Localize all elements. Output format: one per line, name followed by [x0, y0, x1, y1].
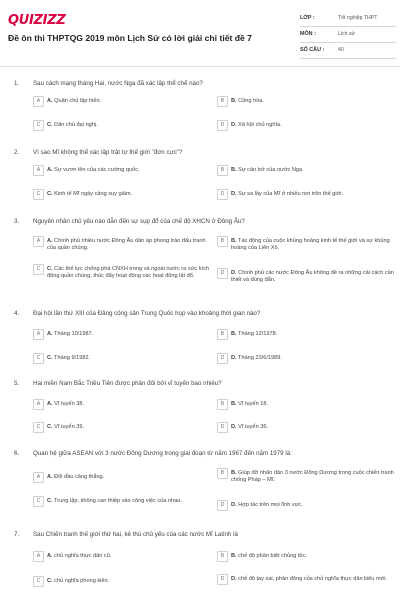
option-letter-box: D [217, 189, 228, 200]
option-text: Vĩ tuyến 18. [238, 401, 269, 407]
option-text: Tháng 23/6/1989. [238, 355, 282, 361]
option-key: D. [231, 122, 237, 128]
option-letter-box: C [33, 353, 44, 364]
option-key: D. [231, 502, 237, 508]
option-a[interactable] [33, 96, 101, 107]
option-letter-box: C [33, 264, 44, 275]
option-a[interactable] [33, 329, 93, 340]
option-c[interactable] [33, 264, 211, 280]
option-text: chủ nghĩa thực dân cũ. [54, 553, 112, 559]
option-a[interactable] [33, 472, 211, 483]
option-letter-box: A [33, 472, 44, 483]
option-letter-box: D [217, 422, 228, 433]
option-key: A. [47, 238, 53, 244]
option-letter-box: D [217, 268, 228, 279]
option-key: D. [231, 424, 237, 430]
meta-count-value: 40 [338, 47, 344, 53]
option-c[interactable] [33, 189, 132, 200]
option-b[interactable] [217, 165, 304, 176]
option-key: A. [47, 98, 53, 104]
meta-count-label: SỐ CÂU : [300, 47, 325, 53]
option-text: Vĩ tuyến 39. [54, 424, 85, 430]
option-c[interactable] [33, 120, 98, 131]
option-letter-box: C [33, 120, 44, 131]
option-letter-box: B [217, 165, 228, 176]
question-number: 4. [14, 310, 20, 317]
option-letter-box: A [33, 96, 44, 107]
meta-class-label: LỚP : [300, 15, 315, 21]
option-text: Đối đầu căng thẳng. [54, 474, 105, 480]
option-key: B. [231, 470, 237, 476]
option-key: D. [231, 270, 237, 276]
option-key: B. [231, 331, 237, 337]
option-letter-box: A [33, 551, 44, 562]
option-c[interactable] [33, 353, 90, 364]
worksheet-header [0, 0, 400, 66]
option-text: Hợp tác trên mọi lĩnh vực. [238, 502, 303, 508]
option-text: Dân chủ đại nghị. [54, 122, 98, 128]
question-number: 6. [14, 450, 20, 457]
option-letter-box: A [33, 236, 44, 247]
question-number: 7. [14, 531, 20, 538]
option-key: B. [231, 401, 237, 407]
option-letter-box: B [217, 468, 228, 479]
meta-subject-value: Lịch sử [338, 31, 356, 37]
option-text: chế độ phân biệt chủng tộc. [238, 553, 307, 559]
option-text: Chính phủ nhiều nước Đông Âu dần áp phong trào đấu tranh của quần chúng. [47, 238, 206, 251]
option-key: B. [231, 238, 237, 244]
option-letter-box: B [217, 551, 228, 562]
meta-class-value: Tốt nghiệp THPT [338, 15, 378, 21]
option-d[interactable] [217, 120, 282, 131]
option-a[interactable] [33, 165, 140, 176]
option-d[interactable] [217, 189, 343, 200]
option-d[interactable] [217, 500, 395, 511]
option-letter-box: B [217, 399, 228, 410]
option-text: chủ nghĩa phong kiến. [54, 578, 110, 584]
option-letter-box: B [217, 96, 228, 107]
option-key: B. [231, 98, 237, 104]
option-text: Tháng 10/1987. [54, 331, 94, 337]
option-a[interactable] [33, 399, 84, 410]
option-letter-box: C [33, 189, 44, 200]
option-b[interactable] [217, 468, 395, 484]
option-text: Chính phủ các nước Đông Âu không đề ra những cải cách cần thiết và đúng đắn. [231, 270, 394, 283]
option-c[interactable] [33, 496, 211, 507]
option-key: C. [47, 191, 53, 197]
option-letter-box: C [33, 496, 44, 507]
option-key: B. [231, 167, 237, 173]
quizizz-logo: QUIZIZZ [8, 13, 66, 28]
option-d[interactable] [217, 353, 282, 364]
question-number: 2. [14, 149, 20, 156]
header-divider [0, 66, 400, 67]
option-text: Xã hội chủ nghĩa. [238, 122, 282, 128]
option-key: C. [47, 266, 53, 272]
option-text: Các thế lực chống phá CNXH trong và ngoài nước ra sức kích động quần chúng, thúc đẩy hoạt động các hoạt động lật đổ. [47, 266, 209, 279]
option-letter-box: C [33, 422, 44, 433]
option-text: chế độ tay sai, phản động của chủ nghĩa thực dân kiểu mới. [238, 576, 388, 582]
question-number: 3. [14, 218, 20, 225]
option-b[interactable] [217, 399, 268, 410]
option-letter-box: A [33, 329, 44, 340]
option-key: C. [47, 424, 53, 430]
option-text: Cộng hòa. [238, 98, 264, 104]
option-key: A. [47, 474, 53, 480]
meta-class-row [300, 12, 396, 27]
option-d[interactable] [217, 268, 395, 284]
option-text: Tháng 9/1982. [54, 355, 91, 361]
option-key: C. [47, 578, 53, 584]
option-letter-box: D [217, 120, 228, 131]
worksheet-meta [300, 12, 396, 60]
option-d[interactable] [217, 422, 268, 433]
option-text: Sự cản trở của nước Nga. [238, 167, 304, 173]
meta-subject-row [300, 28, 396, 43]
option-letter-box: D [217, 353, 228, 364]
option-a[interactable] [33, 551, 211, 562]
option-key: A. [47, 331, 53, 337]
question-text: Hai miền Nam Bắc Triều Tiên được phân đôi bởi vĩ tuyến bao nhiêu? [33, 380, 222, 387]
option-letter-box: A [33, 165, 44, 176]
option-d[interactable] [217, 574, 395, 585]
option-text: Vĩ tuyến 38. [54, 401, 85, 407]
option-key: C. [47, 122, 53, 128]
option-text: Kinh tế Mĩ ngày càng suy giảm. [54, 191, 133, 197]
question-text: Sau Chiến tranh thế giới thứ hai, kẻ thù chủ yếu của các nước Mĩ Latinh là [33, 531, 238, 538]
option-key: A. [47, 401, 53, 407]
option-text: Tác động của cuộc khủng hoảng kinh tế thế giới và sự khủng hoảng của Liên Xô. [231, 238, 390, 251]
question-number: 1. [14, 80, 20, 87]
option-letter-box: D [217, 500, 228, 511]
option-text: Trung lập, không can thiệp vào công việc của nhau. [54, 498, 182, 504]
option-letter-box: B [217, 329, 228, 340]
option-key: D. [231, 576, 237, 582]
option-letter-box: B [217, 236, 228, 247]
option-b[interactable] [217, 96, 264, 107]
option-b[interactable] [217, 551, 395, 562]
option-text: Vĩ tuyến 36. [238, 424, 269, 430]
option-b[interactable] [217, 236, 395, 252]
option-c[interactable] [33, 576, 211, 587]
option-text: Quân chủ lập hiến. [54, 98, 102, 104]
option-key: A. [47, 553, 53, 559]
option-key: C. [47, 498, 53, 504]
question-text: Sau cách mạng tháng Hai, nước Nga đã xác lập thể chế nào? [33, 80, 203, 87]
option-text: Sự sa lầy của Mĩ ở nhiều nơi trên thế giới. [238, 191, 344, 197]
option-text: Giúp đỡ nhân dân 3 nước Đông Dương trong cuộc chiến tranh chống Pháp – Mĩ. [231, 470, 394, 483]
question-text: Đại hội lần thứ XIII của Đảng cộng sản Trung Quốc họp vào khoảng thời gian nào? [33, 310, 261, 317]
question-text: Vì sao Mĩ không thể xác lập trật tự thế giới "đơn cực"? [33, 149, 183, 156]
meta-count-row [300, 44, 396, 59]
option-letter-box: D [217, 574, 228, 585]
option-text: Tháng 12/1978. [238, 331, 278, 337]
option-b[interactable] [217, 329, 277, 340]
option-key: D. [231, 355, 237, 361]
option-key: A. [47, 167, 53, 173]
worksheet-title: Đề ôn thi THPTQG 2019 môn Lịch Sử có lời giải chi tiết đề 7 [8, 33, 252, 43]
option-letter-box: A [33, 399, 44, 410]
option-key: D. [231, 191, 237, 197]
meta-subject-label: MÔN : [300, 31, 316, 37]
option-letter-box: C [33, 576, 44, 587]
question-number: 5. [14, 380, 20, 387]
option-c[interactable] [33, 422, 84, 433]
question-text: Quan hệ giữa ASEAN với 3 nước Đông Dương trong giai đoạn từ năm 1967 đến năm 1979 là: [33, 450, 292, 457]
option-a[interactable] [33, 236, 211, 252]
option-key: C. [47, 355, 53, 361]
option-key: B. [231, 553, 237, 559]
question-text: Nguyên nhân chủ yếu nào dẫn đến sự sụp đổ của chế độ XHCN ở Đông Âu? [33, 218, 245, 225]
option-text: Sự vươn lên của các cường quốc. [54, 167, 140, 173]
